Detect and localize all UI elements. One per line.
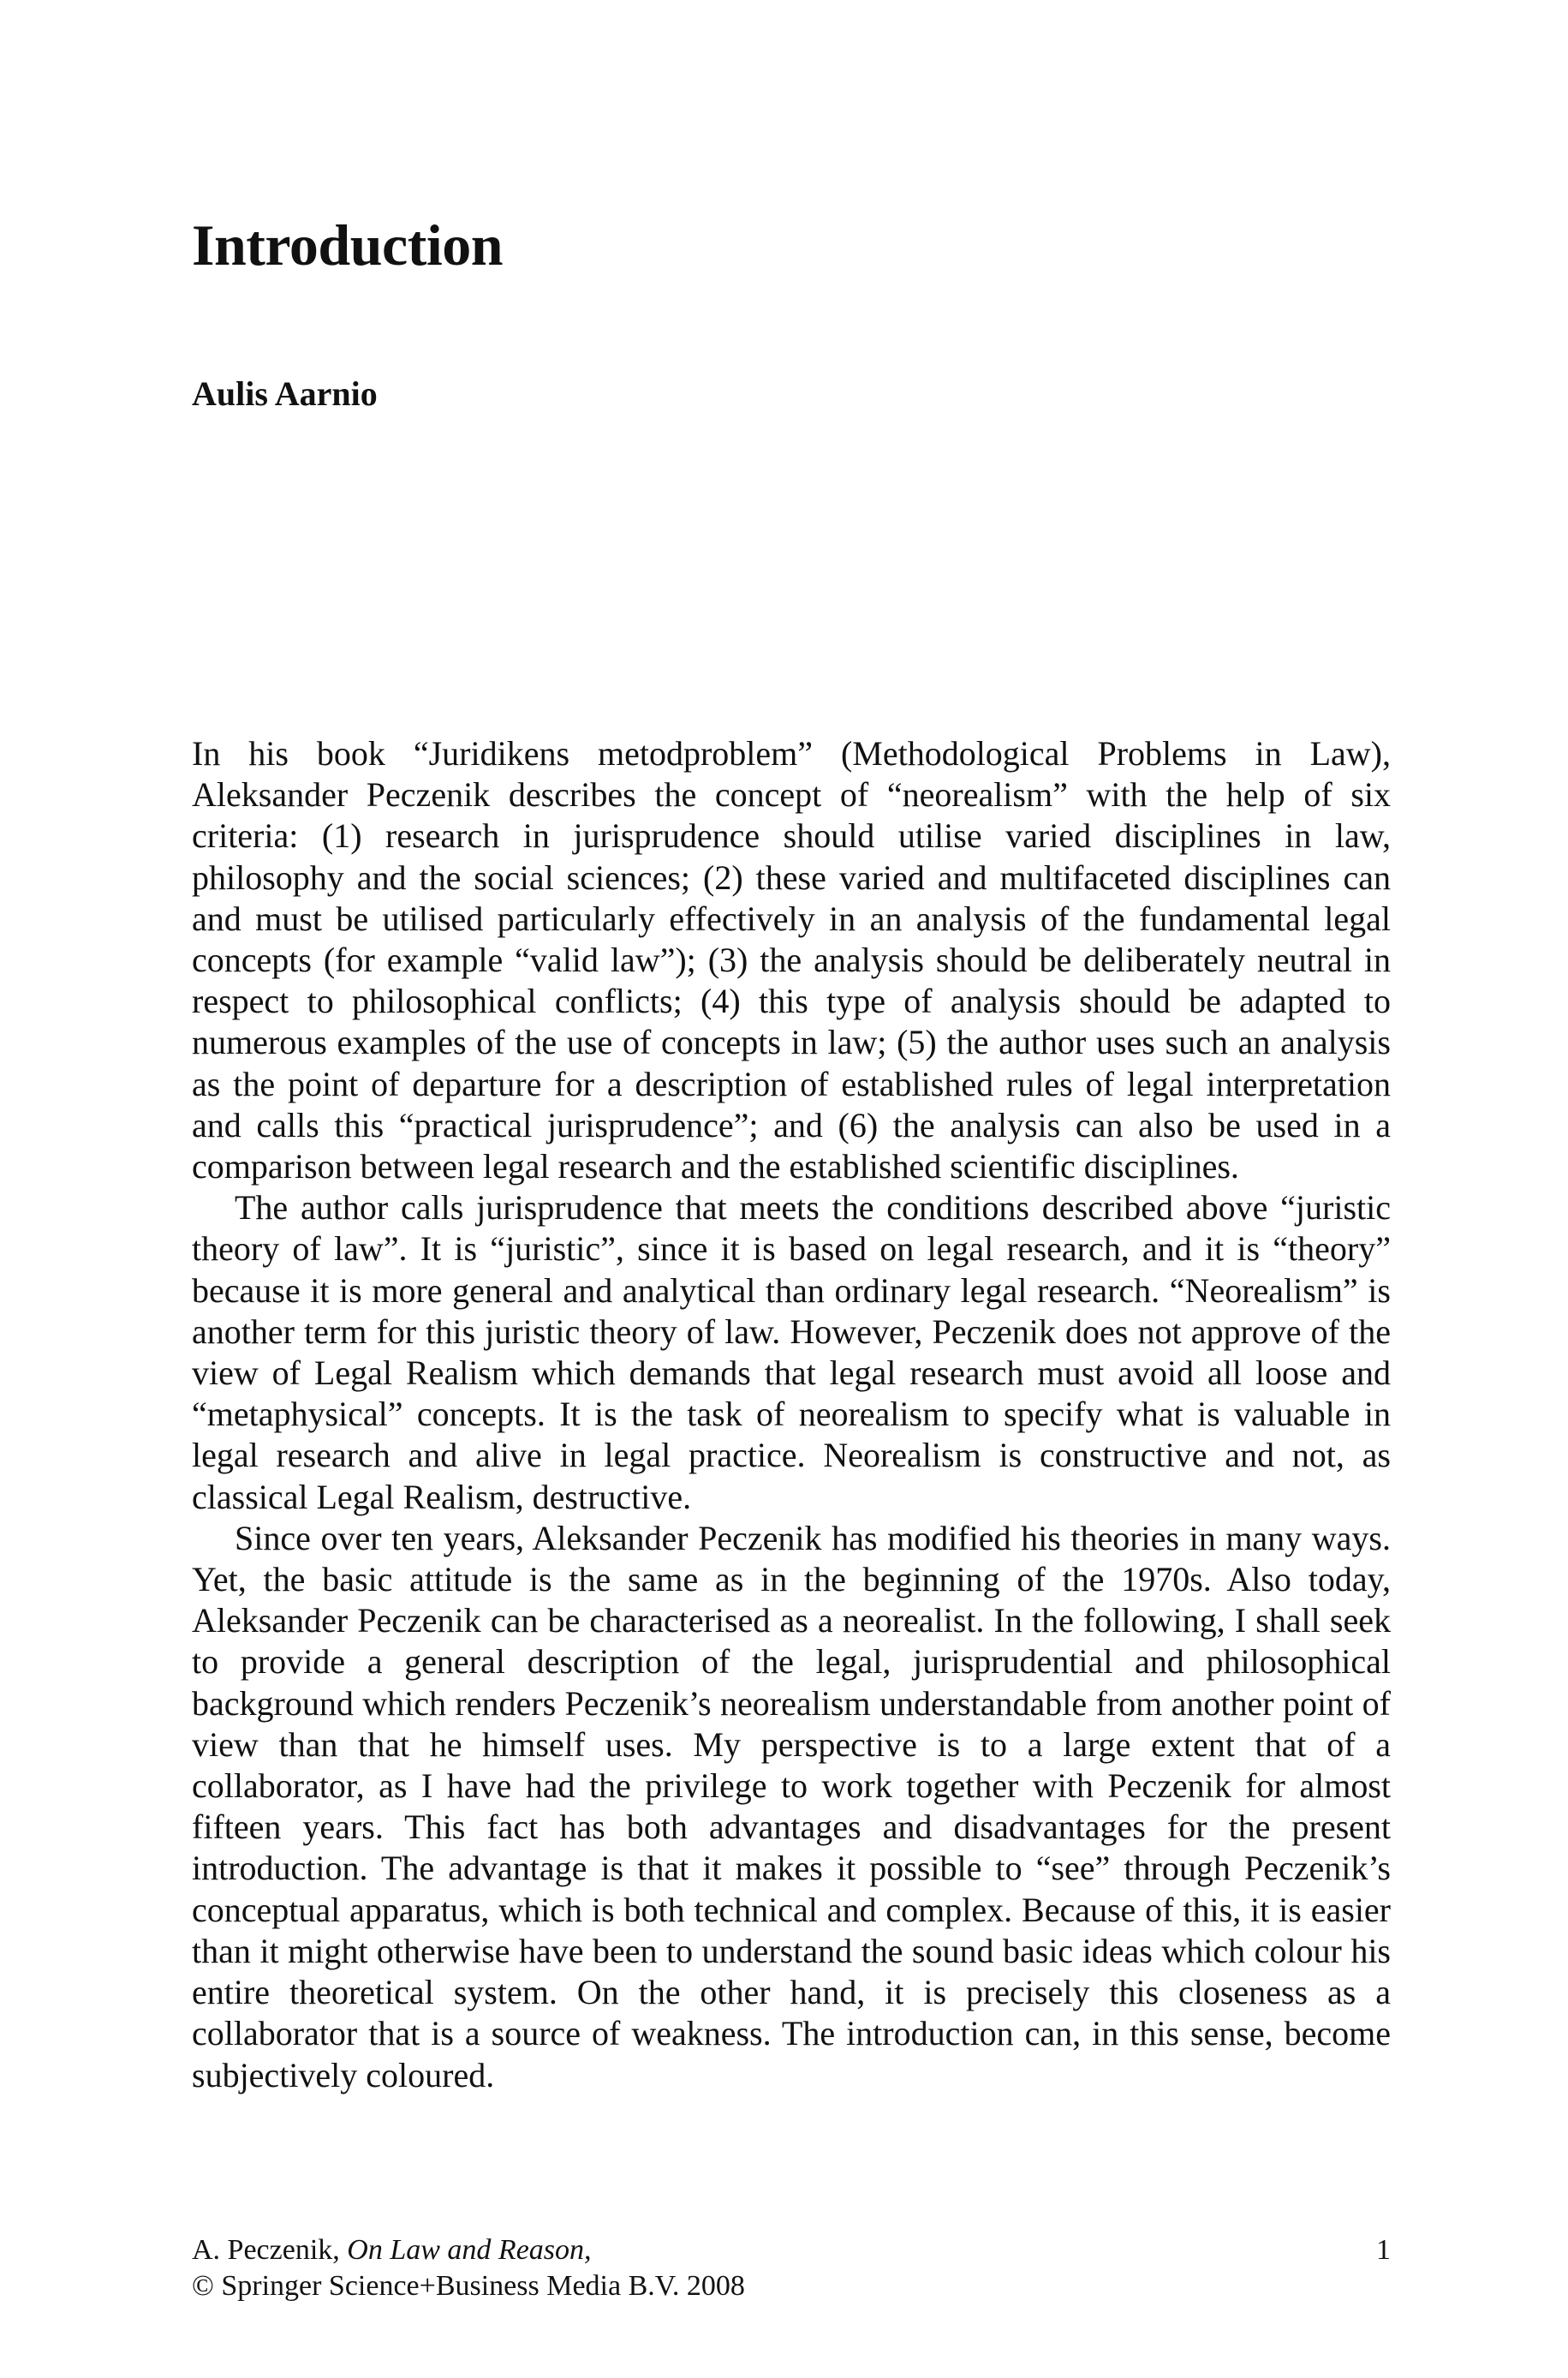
paragraph-2: The author calls jurisprudence that meets the conditions described above “juristic theory of law”. It is “juristic”, since it is based on legal research, and it is “theory” because it is more general and analytical than ordinary legal research. “Neorealism” is another term for this juristic theory of law. However, Peczenik does not approve of the view of Legal Realism which demands that legal research must avoid all loose and “metaphysical” concepts. It is the task of neorealism to specify what is valuable in legal research and alive in legal practice. Neorealism is constructive and not, as classical Legal Realism, destructive. [192, 1188, 1391, 1516]
copyright-notice: © Springer Science+Business Media B.V. 2008 [192, 2270, 745, 2302]
citation-title: On Law and Reason, [347, 2234, 592, 2266]
citation-line [192, 2232, 1391, 2268]
paragraph-1: In his book “Juridikens metodproblem” (Methodological Problems in Law), Aleksander Peczenik describes the concept of “neorealism” with the help of six criteria: (1) research in jurisprudence should utilise varied disciplines in law, philosophy and the social sciences; (2) these varied and multifaceted disciplines can and must be utilised particularly effectively in an analysis of the fundamental legal concepts (for example “valid law”); (3) the analysis should be deliberately neutral in respect to philosophical conflicts; (4) this type of analysis should be adapted to numerous examples of the use of concepts in law; (5) the author uses such an analysis as the point of departure for a description of established rules of legal interpretation and calls this “practical jurisprudence”; and (6) the analysis can also be used in a comparison between legal research and the established scientific disciplines. [192, 734, 1391, 1186]
citation-author: A. Peczenik, [192, 2234, 340, 2266]
chapter-author: Aulis Aarnio [192, 374, 378, 413]
body-text [192, 733, 1391, 2096]
chapter-title: Introduction [192, 212, 504, 278]
page-footer [192, 2232, 1391, 2304]
page-number: 1 [1376, 2234, 1391, 2266]
paragraph-3: Since over ten years, Aleksander Peczenik has modified his theories in many ways. Yet, the basic attitude is the same as in the beginning of the 1970s. Also today, Aleksander Peczenik can be characterised as a neorealist. In the following, I shall seek to provide a general description of the legal, jurisprudential and philosophical background which renders Peczenik’s neorealism understandable from another point of view than that he himself uses. My perspective is to a large extent that of a collaborator, as I have had the privilege to work together with Peczenik for almost fifteen years. This fact has both advantages and disadvantages for the present introduction. The advantage is that it makes it possible to “see” through Peczenik’s conceptual apparatus, which is both technical and complex. Because of this, it is easier than it might otherwise have been to understand the sound basic ideas which colour his entire theoretical system. On the other hand, it is precisely this closeness as a collaborator that is a source of weakness. The introduction can, in this sense, become subjectively coloured. [192, 1518, 1391, 2094]
